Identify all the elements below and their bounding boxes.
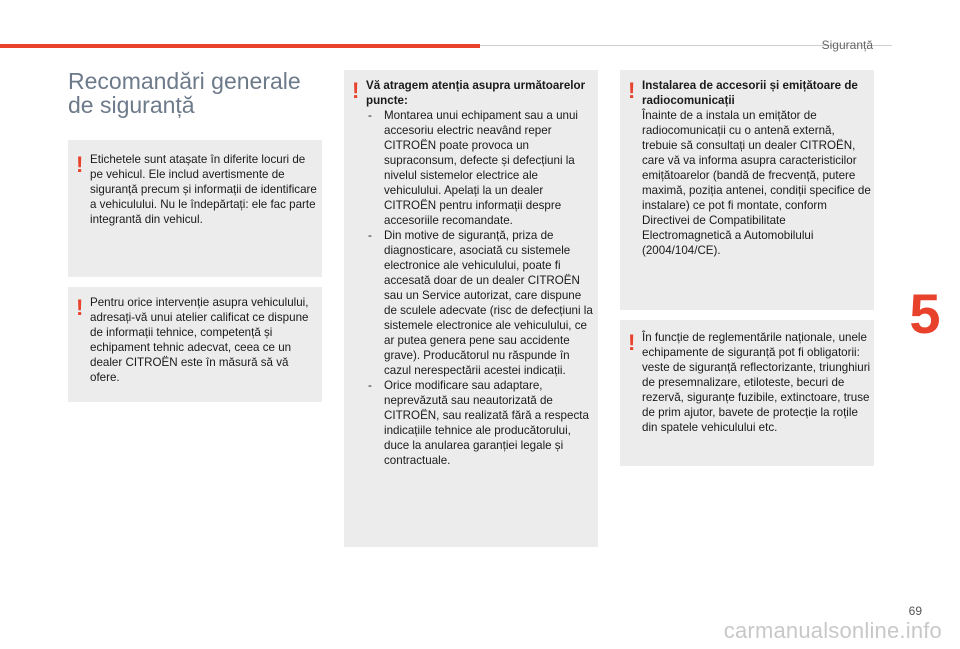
equipment-text: În funcție de reglementările naționale, unele echipamente de siguranță pot fi obligatorii: veste de siguranță reflectorizante, triunghiuri de presemnalizare, etiloteste, becuri de rezervă, siguranțe fuzibile, extinctoare, truse de prim ajutor, bavete de protecție la roțile din spatele vehiculului etc. xyxy=(642,331,871,434)
warning-box-accessories xyxy=(620,70,874,310)
attention-content xyxy=(366,78,596,468)
warning-box-attention xyxy=(344,70,598,547)
warning-icon: ! xyxy=(628,330,636,355)
warning-icon: ! xyxy=(76,295,84,320)
attention-list xyxy=(366,108,596,468)
section-title: Siguranță xyxy=(821,38,873,52)
header-accent-bar xyxy=(0,44,480,48)
accessories-text: Înainte de a instala un emițător de radiocomunicații cu o antenă externă, trebuie să consultați un dealer CITROËN, care vă va informa asupra caracteristicilor emițătoarelor (bandă de frecvență, putere maximă, poziția antenei, condiții specifice de instalare) ce pot fi montate, conform Directivei de Compatibilitate Electromagnetică a Automobilului (2004/104/CE). xyxy=(642,109,871,257)
warning-box-labels xyxy=(68,140,322,277)
warning-text: Pentru orice intervenție asupra vehiculului, adresați-vă unui atelier calificat ce dispune de informații tehnice, competență și echipament tehnic adecvat, ceea ce un dealer CITROËN este în măsură să vă ofere. xyxy=(90,296,309,384)
list-item: - Din motive de siguranță, priza de diagnosticare, asociată cu sistemele electronice ale vehiculului, poate fi accesată doar de un dealer CITROËN sau un Service autorizat, care dispune de sculele adecvate (risc de defecțiuni la sistemele electronice ale vehiculului, ce ar putea genera pene sau accidente grave). Producătorul nu răspunde în cazul nerespectării acestei indicații. xyxy=(366,228,596,378)
warning-text: Etichetele sunt atașate în diferite locuri de pe vehicul. Ele includ avertismente de siguranță precum și informații de identificare a vehiculului. Nu le îndepărtați: ele fac parte integrantă din vehicul. xyxy=(90,153,317,226)
accessories-heading: Instalarea de accesorii și emițătoare de radiocomunicații xyxy=(642,79,858,107)
list-item: - Montarea unui echipament sau a unui accesoriu electric neavând reper CITROËN poate provoca un supraconsum, defecte și defecțiuni la nivelul sistemelor electrice ale vehiculului. Apelați la un dealer CITROËN pentru informații despre accesoriile recomandate. xyxy=(366,108,596,228)
page-number: 69 xyxy=(908,604,922,618)
warning-box-equipment xyxy=(620,320,874,466)
warning-icon: ! xyxy=(352,78,360,103)
list-item: - Orice modificare sau adaptare, neprevăzută sau neautorizată de CITROËN, sau realizată fără a respecta indicațiile tehnice ale producătorului, duce la anularea garanției legale și contractuale. xyxy=(366,378,596,468)
page-title: Recomandări generale de siguranță xyxy=(68,68,301,118)
watermark: carmanualsonline.info xyxy=(723,618,942,643)
accessories-content xyxy=(642,78,872,258)
chapter-number: 5 xyxy=(909,282,941,345)
warning-box-service xyxy=(68,287,322,402)
warning-icon: ! xyxy=(76,152,84,177)
attention-heading: Vă atragem atenția asupra următoarelor puncte: xyxy=(366,79,586,107)
warning-icon: ! xyxy=(628,78,636,103)
